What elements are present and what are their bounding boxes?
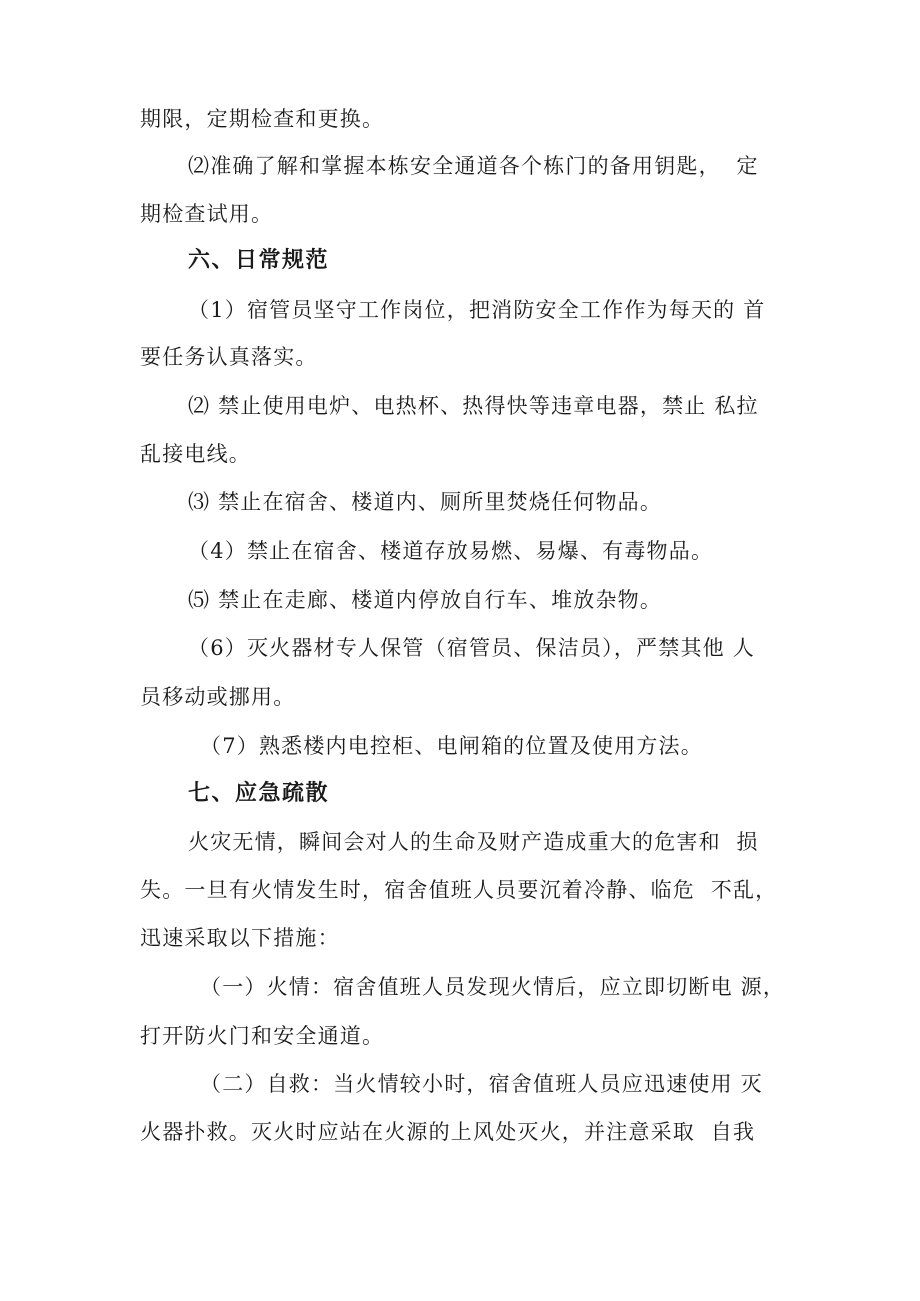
text-line: 期限，定期检查和更换。 <box>140 107 385 131</box>
text-line: 火器扑救。灭火时应站在火源的上风处灭火，并注意采取 自我 <box>140 1120 756 1144</box>
text-line: （4）禁止在宿舍、楼道存放易燃、易爆、有毒物品。 <box>188 539 714 563</box>
text-line: （7）熟悉楼内电控柜、电闸箱的位置及使用方法。 <box>200 734 703 758</box>
text-line: 打开防火门和安全通道。 <box>140 1024 385 1048</box>
text-line: （一）火情：宿舍值班人员发现火情后，应立即切断电 源， <box>200 975 786 999</box>
text-line: 员移动或挪用。 <box>140 685 296 709</box>
text-line: 迅速采取以下措施： <box>140 926 340 950</box>
text-line: 火灾无情，瞬间会对人的生命及财产造成重大的危害和 损 <box>188 830 759 854</box>
text-line: 失。一旦有火情发生时，宿舍值班人员要沉着冷静、临危 不乱， <box>140 878 778 902</box>
section-heading: 七、应急疏散 <box>188 781 330 806</box>
text-line: 要任务认真落实。 <box>140 345 318 369</box>
text-line: ⑵准确了解和掌握本栋安全通道各个栋门的备用钥匙， 定 <box>188 154 759 178</box>
text-line: 乱接电线。 <box>140 442 251 466</box>
text-line: 期检查试用。 <box>140 202 274 226</box>
text-line: ⑶ 禁止在宿舍、楼道内、厕所里焚烧任何物品。 <box>188 490 663 514</box>
text-line: （1）宿管员坚守工作岗位，把消防安全工作作为每天的 首 <box>188 298 766 322</box>
section-heading: 六、日常规范 <box>188 248 330 273</box>
text-line: ⑵ 禁止使用电炉、电热杯、热得快等违章电器，禁止 私拉 <box>188 394 759 418</box>
text-line: ⑸ 禁止在走廊、楼道内停放自行车、堆放杂物。 <box>188 588 663 612</box>
text-line: （6）灭火器材专人保管（宿管员、保洁员），严禁其他 人 <box>188 636 755 660</box>
text-line: （二）自救：当火情较小时，宿舍值班人员应迅速使用 灭 <box>200 1072 763 1096</box>
